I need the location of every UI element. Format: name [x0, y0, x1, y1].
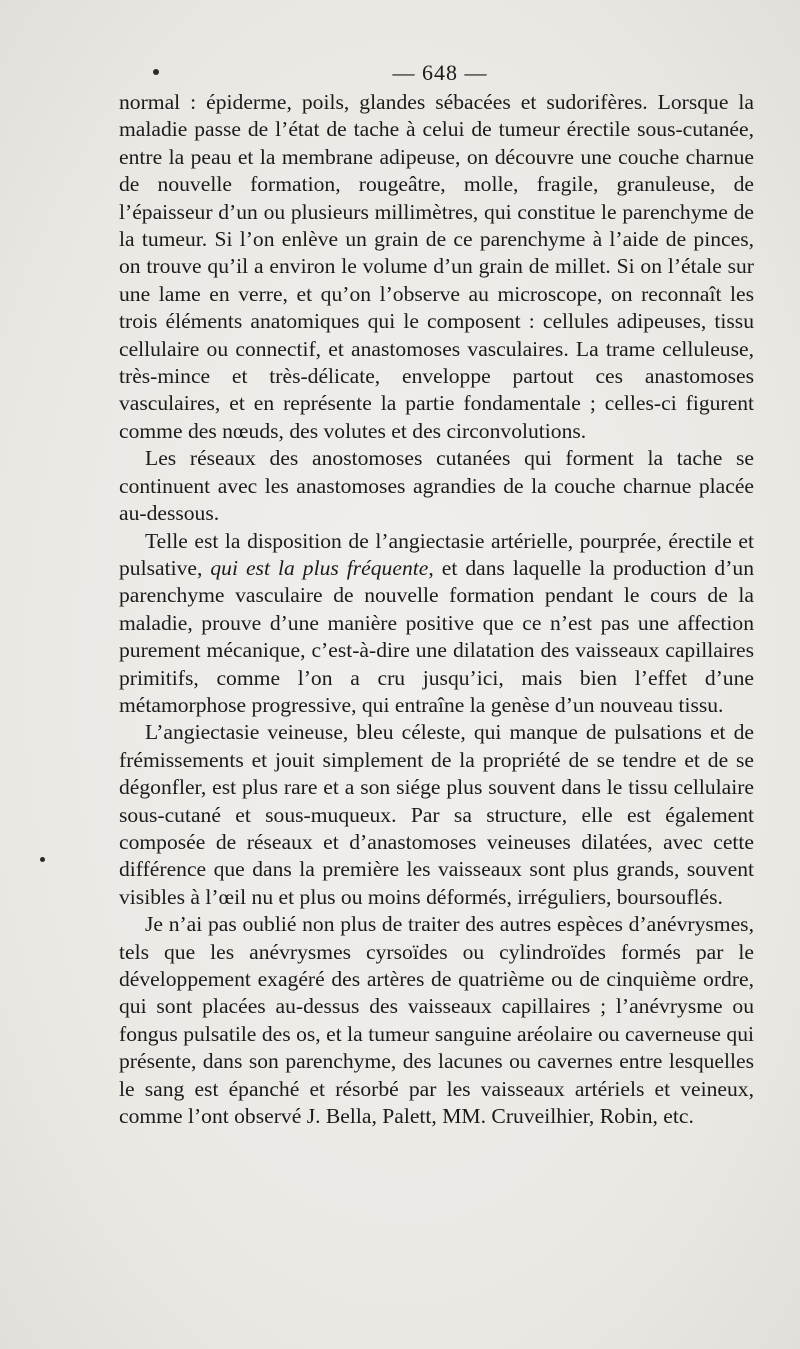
paragraph — [119, 528, 754, 720]
text-run: Les réseaux des anostomoses cutanées qui forment la tache se continuent avec les anastomoses agrandies de la couche charnue placée au-dessous. — [119, 446, 754, 526]
text-run: normal : épiderme, poils, glandes sébacées et sudorifères. Lorsque la maladie passe de l’état de tache à celui de tumeur érectile sous-cutanée, entre la peau et la membrane adipeuse, on découvre une couche charnue de nouvelle formation, rougeâtre, molle, fragile, granuleuse, de l’épaisseur d’un ou plusieurs millimètres, qui constitue le parenchyme de la tumeur. Si l’on enlève un grain de ce parenchyme à l’aide de pinces, on trouve qu’il a environ le volume d’un grain de millet. Si on l’étale sur une lame en verre, et qu’on l’observe au microscope, on reconnaît les trois éléments anatomiques qui le composent : cellules adipeuses, tissu cellulaire ou connectif, et anastomoses vasculaires. La trame celluleuse, très-mince et très-délicate, enveloppe partout ces anastomoses vasculaires, et en représente la partie fondamentale ; celles-ci figurent comme des nœuds, des volutes et des circonvolutions. — [119, 90, 754, 443]
paragraph — [119, 911, 754, 1130]
paragraph — [119, 719, 754, 911]
italic-text: qui est la plus fréquente — [210, 555, 429, 580]
text-run: , et dans laquelle la production d’un parenchyme vasculaire de nouvelle formation pendant le cours de la maladie, prouve d’une manière positive que ce n’est pas une affection purement mécanique, c’est-à-dire une dilatation des vaisseaux capillaires primitifs, comme l’on a cru jusqu’ici, mais bien l’effet d’une métamorphose progressive, qui entraîne la genèse d’un nouveau tissu. — [119, 555, 754, 717]
paragraph — [119, 89, 754, 445]
text-run: Je n’ai pas oublié non plus de traiter des autres espèces d’anévrysmes, tels que les anévrysmes cyrsoïdes ou cylindroïdes formés par le développement exagéré des artères de quatrième ou de cinquième ordre, qui sont placées au-dessus des vaisseaux capillaires ; l’anévrysme ou fongus pulsatile des os, et la tumeur sanguine aréolaire ou caverneuse qui présente, dans son parenchyme, des lacunes ou cavernes entre lesquelles le sang est épanché et résorbé par les vaisseaux artériels et veineux, comme l’ont observé J. Bella, Palett, MM. Cruveilhier, Robin, etc. — [119, 912, 754, 1129]
text-run: Telle est la disposition de l’angiectasie artérielle, pourprée, érectile et pulsative, — [119, 528, 754, 580]
body-text — [119, 89, 754, 1130]
page-number: — 648 — — [392, 60, 488, 85]
paragraph — [119, 445, 754, 527]
text-run: L’angiectasie veineuse, bleu céleste, qui manque de pulsations et de frémissements et jouit simplement de la propriété de se tendre et de se dégonfler, est plus rare et a son siége plus souvent dans le tissu cellulaire sous-cutané et sous-muqueux. Par sa structure, elle est également composée de réseaux et d’anastomoses veineuses dilatées, avec cette différence que dans la première les vaisseaux sont plus grands, souvent visibles à l’œil nu et plus ou moins déformés, irréguliers, boursouflés. — [119, 720, 754, 909]
ink-dot — [40, 857, 45, 862]
